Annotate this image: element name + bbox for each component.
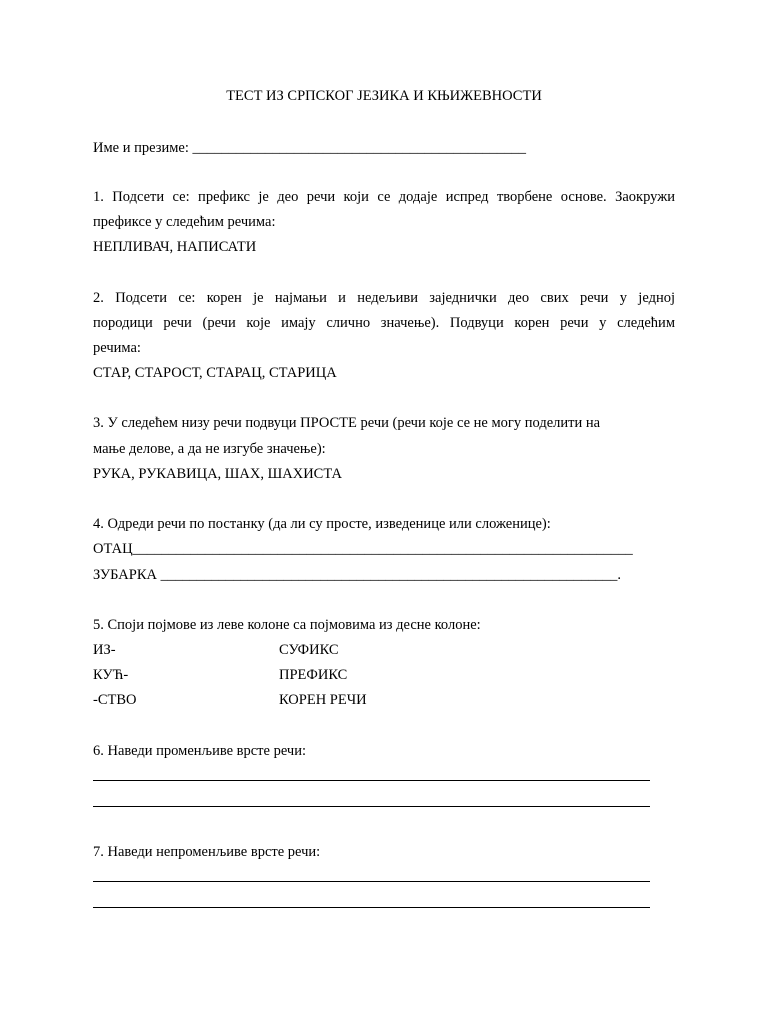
q1-line-2: префиксе у следећим речима: bbox=[93, 214, 276, 230]
q5-left-item: ИЗ- bbox=[93, 642, 116, 658]
q7-answer-line bbox=[93, 881, 650, 882]
q2-line-2: породици речи (речи које имају слично значење). Подвуци корен речи у следећим bbox=[93, 315, 675, 331]
q5-line-1: 5. Споји појмове из леве колоне са појмовима из десне колоне: bbox=[93, 617, 481, 633]
q3-line-2: мање делове, а да не изгубе значење): bbox=[93, 441, 326, 457]
q5-right-item: КОРЕН РЕЧИ bbox=[279, 692, 367, 708]
q5-left-item: КУЋ- bbox=[93, 667, 129, 683]
q1-line-1: 1. Подсети се: префикс је део речи који се додаје испред творбене основе. Заокружи bbox=[93, 189, 675, 205]
q5-left-item: -СТВО bbox=[93, 692, 137, 708]
name-line bbox=[93, 139, 526, 157]
q4-line-1: 4. Одреди речи по постанку (да ли су просте, изведенице или сложенице): bbox=[93, 516, 551, 532]
q6-line-1: 6. Наведи променљиве врсте речи: bbox=[93, 743, 306, 759]
page-title: ТЕСТ ИЗ СРПСКОГ ЈЕЗИКА И КЊИЖЕВНОСТИ bbox=[226, 88, 542, 104]
q7-answer-line bbox=[93, 907, 650, 908]
q2-line-1: 2. Подсети се: корен је најмањи и недељиви заједнички део свих речи у једној bbox=[93, 290, 675, 306]
q1-words: НЕПЛИВАЧ, НАПИСАТИ bbox=[93, 239, 257, 255]
name-label: Име и презиме: bbox=[93, 140, 193, 156]
q3-line-1: 3. У следећем низу речи подвуци ПРОСТЕ речи (речи које се не могу поделити на bbox=[93, 415, 601, 431]
q3-words: РУКА, РУКАВИЦА, ШАХ, ШАХИСТА bbox=[93, 466, 342, 482]
q2-words: СТАР, СТАРОСТ, СТАРАЦ, СТАРИЦА bbox=[93, 365, 337, 381]
name-blank: ______________________________________________ bbox=[192, 140, 526, 156]
q4-item-1: ОТАЦ_____________________________________________________________________ bbox=[93, 541, 633, 557]
q5-right-item: СУФИКС bbox=[279, 642, 339, 658]
q6-answer-line bbox=[93, 780, 650, 781]
q5-right-item: ПРЕФИКС bbox=[279, 667, 348, 683]
q2-line-3: речима: bbox=[93, 340, 141, 356]
q6-answer-line bbox=[93, 806, 650, 807]
q7-line-1: 7. Наведи непроменљиве врсте речи: bbox=[93, 844, 321, 860]
q4-item-2: ЗУБАРКА _______________________________________________________________. bbox=[93, 567, 621, 583]
